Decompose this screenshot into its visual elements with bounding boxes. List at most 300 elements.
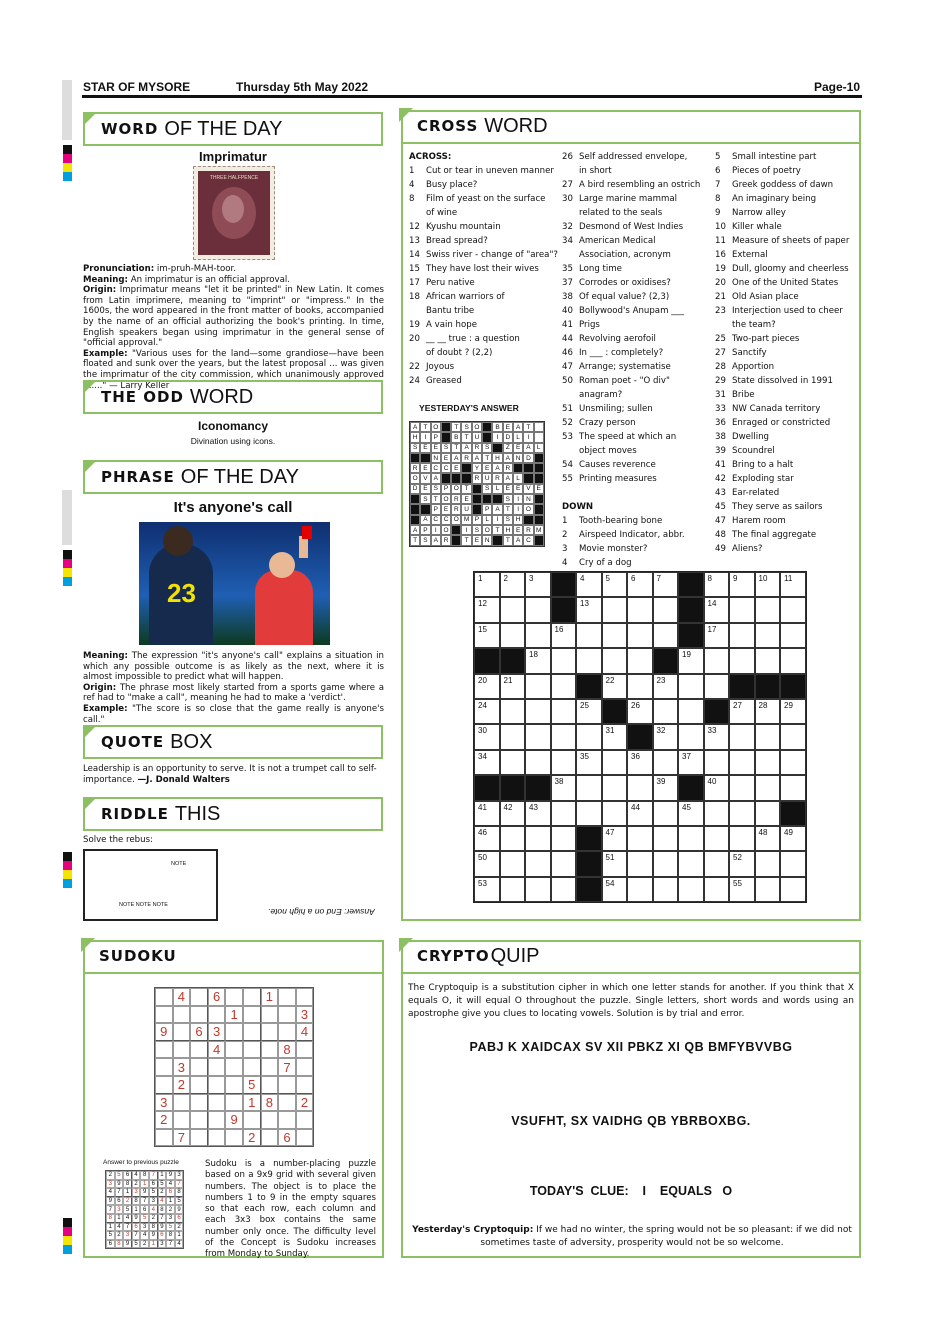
crossword-cell[interactable]: 36 (627, 750, 653, 775)
crossword-cell[interactable] (627, 826, 653, 851)
crossword-cell[interactable] (704, 801, 730, 826)
crossword-cell[interactable]: 45 (678, 801, 704, 826)
sudoku-cell[interactable] (296, 1111, 314, 1129)
sudoku-cell[interactable] (208, 1058, 226, 1076)
sudoku-cell[interactable] (243, 988, 261, 1006)
crossword-cell[interactable] (576, 724, 602, 749)
crossword-cell[interactable] (755, 801, 781, 826)
crossword-cell[interactable] (576, 648, 602, 673)
sudoku-cell[interactable] (190, 1076, 208, 1094)
crossword-cell[interactable] (525, 750, 551, 775)
crossword-cell[interactable] (755, 724, 781, 749)
crossword-cell[interactable] (780, 648, 806, 673)
crossword-cell[interactable]: 13 (576, 597, 602, 622)
prev-answer-cell: 2 (140, 1240, 149, 1249)
crossword-cell[interactable]: 29 (780, 699, 806, 724)
crossword-cell[interactable]: 46 (474, 826, 500, 851)
crossword-cell[interactable]: 35 (576, 750, 602, 775)
crossword-cell[interactable]: 25 (576, 699, 602, 724)
sudoku-cell[interactable] (190, 1129, 208, 1147)
sudoku-cell[interactable] (173, 1023, 191, 1041)
clues-column-2: 26 Self addressed envelope, in short 27 A bird resembling an ostrich 30 Large marine mammal related to the seals 32 Desmond of West Indies 34 American Medical Association, acronym 35 Long time 37 Corrodes or oxidises? 38 Of equal value? (2,3) 40 Bollywood's Anupam ___ 41 Prigs 44 Revolving aerofoil 46 In ___ : completely? 47 Arrange; systematise 50 Roman poet - "O div" anagram? 51 Unsmiling; sullen 52 Crazy person 53 The speed at which an object moves 54 Causes reverence 55 Printing measures DOWN 1 Tooth-bearing bone 2 Airspeed Indicator, abbr. 3 Movie monster? 4 Cry of a dog (562, 150, 712, 570)
crossword-cell[interactable] (602, 648, 628, 673)
crossword-cell[interactable] (780, 623, 806, 648)
crossword-grid[interactable] (473, 571, 807, 903)
sudoku-cell[interactable] (225, 1041, 243, 1059)
sudoku-cell[interactable] (208, 1076, 226, 1094)
sudoku-cell[interactable] (155, 1006, 173, 1024)
sudoku-cell[interactable] (208, 1111, 226, 1129)
answer-cell: A (492, 463, 502, 473)
crossword-cell[interactable] (780, 724, 806, 749)
crossword-cell[interactable] (704, 674, 730, 699)
answer-cell: A (513, 535, 523, 545)
answer-cell: I (431, 525, 441, 535)
sudoku-cell[interactable] (173, 1111, 191, 1129)
crossword-cell[interactable] (653, 750, 679, 775)
sudoku-cell[interactable] (296, 1041, 314, 1059)
sudoku-cell[interactable]: 5 (243, 1076, 261, 1094)
crossword-cell[interactable]: 40 (704, 775, 730, 800)
crossword-cell[interactable] (500, 750, 526, 775)
crossword-cell[interactable] (704, 648, 730, 673)
answer-cell: H (410, 432, 420, 442)
crossword-cell[interactable] (525, 623, 551, 648)
crossword-cell[interactable] (500, 623, 526, 648)
crossword-cell[interactable]: 1 (474, 572, 500, 597)
crossword-cell[interactable]: 10 (755, 572, 781, 597)
prev-answer-cell: 7 (149, 1171, 158, 1180)
crossword-block (474, 648, 500, 673)
sudoku-cell[interactable]: 3 (296, 1006, 314, 1024)
crossword-cell[interactable] (627, 674, 653, 699)
crossword-cell[interactable] (653, 826, 679, 851)
crossword-cell[interactable] (627, 597, 653, 622)
sudoku-cell[interactable] (243, 1006, 261, 1024)
answer-cell: R (503, 463, 513, 473)
crossword-cell[interactable] (755, 851, 781, 876)
answer-cell: T (523, 422, 533, 432)
crossword-cell[interactable] (627, 851, 653, 876)
clue-item: the team? (732, 320, 776, 330)
sudoku-cell[interactable] (243, 1023, 261, 1041)
crossword-cell[interactable] (602, 623, 628, 648)
sudoku-cell[interactable] (208, 1094, 226, 1112)
prev-answer-cell: 9 (132, 1214, 141, 1223)
crossword-cell[interactable]: 30 (474, 724, 500, 749)
clue-item: 21 Old Asian place (715, 292, 799, 302)
crossword-cell[interactable] (551, 724, 577, 749)
crossword-cell[interactable] (780, 775, 806, 800)
crossword-cell[interactable]: 49 (780, 826, 806, 851)
answer-cell (441, 422, 451, 432)
sudoku-cell[interactable] (278, 1023, 296, 1041)
crossword-cell[interactable] (755, 877, 781, 902)
crossword-cell[interactable] (627, 775, 653, 800)
sudoku-cell[interactable] (173, 1094, 191, 1112)
crossword-cell[interactable]: 12 (474, 597, 500, 622)
crossword-cell[interactable] (525, 851, 551, 876)
prev-answer-cell: 3 (149, 1197, 158, 1206)
prev-answer-cell: 9 (123, 1240, 132, 1249)
crossword-cell[interactable]: 15 (474, 623, 500, 648)
sudoku-cell[interactable]: 4 (173, 988, 191, 1006)
prev-answer-cell: 1 (115, 1214, 124, 1223)
crossword-cell[interactable]: 23 (653, 674, 679, 699)
sudoku-cell[interactable] (155, 988, 173, 1006)
sudoku-cell[interactable]: 2 (296, 1094, 314, 1112)
sudoku-cell[interactable] (190, 988, 208, 1006)
sudoku-cell[interactable] (208, 1129, 226, 1147)
crossword-cell[interactable]: 41 (474, 801, 500, 826)
crossword-cell[interactable]: 48 (755, 826, 781, 851)
crossword-cell[interactable] (780, 851, 806, 876)
prev-answer-cell: 8 (149, 1223, 158, 1232)
crossword-cell[interactable] (755, 775, 781, 800)
prev-answer-cell: 2 (158, 1188, 167, 1197)
answer-cell: O (410, 473, 420, 483)
crossword-cell[interactable] (576, 623, 602, 648)
crossword-cell[interactable] (704, 877, 730, 902)
crossword-cell[interactable]: 42 (500, 801, 526, 826)
crossword-cell[interactable]: 28 (755, 699, 781, 724)
crossword-cell[interactable]: 16 (551, 623, 577, 648)
answer-cell: A (410, 422, 420, 432)
sudoku-cell[interactable]: 1 (243, 1094, 261, 1112)
answer-cell: P (431, 504, 441, 514)
answer-cell: S (482, 443, 492, 453)
prev-answer-cell: 9 (149, 1231, 158, 1240)
sudoku-cell[interactable] (190, 1111, 208, 1129)
crossword-cell[interactable]: 50 (474, 851, 500, 876)
answer-cell: E (513, 525, 523, 535)
odd-word-heading: THE ODD WORD (83, 380, 383, 414)
crossword-cell[interactable]: 11 (780, 572, 806, 597)
crossword-cell[interactable]: 21 (500, 674, 526, 699)
sudoku-cell[interactable]: 6 (190, 1023, 208, 1041)
sudoku-cell[interactable] (225, 1076, 243, 1094)
crossword-cell[interactable] (755, 597, 781, 622)
sudoku-cell[interactable] (155, 1076, 173, 1094)
clue-item: 12 Kyushu mountain (409, 222, 501, 232)
crossword-cell[interactable] (500, 699, 526, 724)
crossword-cell[interactable] (729, 648, 755, 673)
crossword-cell[interactable] (678, 877, 704, 902)
sudoku-cell[interactable] (155, 1129, 173, 1147)
crossword-cell[interactable] (678, 826, 704, 851)
clue-item: 22 Joyous (409, 362, 455, 372)
answer-cell: C (431, 515, 441, 525)
sudoku-cell[interactable]: 1 (261, 988, 279, 1006)
crossword-cell[interactable] (678, 699, 704, 724)
margin-bar-middle (62, 490, 72, 545)
sudoku-cell[interactable] (296, 1129, 314, 1147)
crossword-cell[interactable]: 55 (729, 877, 755, 902)
crossword-cell[interactable] (729, 724, 755, 749)
crossword-cell[interactable] (602, 597, 628, 622)
clue-item: 55 Printing measures (562, 474, 657, 484)
answer-cell: T (503, 535, 513, 545)
prev-answer-cell: 2 (132, 1180, 141, 1189)
sudoku-cell[interactable] (173, 1041, 191, 1059)
sudoku-cell[interactable]: 3 (155, 1094, 173, 1112)
sudoku-cell[interactable] (225, 1094, 243, 1112)
prev-answer-cell: 7 (140, 1197, 149, 1206)
crossword-cell[interactable] (551, 851, 577, 876)
odd-word-title: Iconomancy (197, 419, 269, 433)
crossword-cell[interactable] (729, 597, 755, 622)
crossword-cell[interactable] (653, 801, 679, 826)
sudoku-cell[interactable] (278, 1111, 296, 1129)
sudoku-cell[interactable] (190, 1094, 208, 1112)
sudoku-cell[interactable]: 3 (208, 1023, 226, 1041)
sudoku-cell[interactable] (243, 1058, 261, 1076)
sudoku-cell[interactable]: 4 (296, 1023, 314, 1041)
crossword-cell[interactable] (551, 801, 577, 826)
clue-item: 9 Narrow alley (715, 208, 786, 218)
sudoku-cell[interactable] (225, 1058, 243, 1076)
crossword-cell[interactable] (525, 674, 551, 699)
crossword-cell[interactable]: 54 (602, 877, 628, 902)
sudoku-cell[interactable]: 8 (261, 1094, 279, 1112)
sudoku-cell[interactable] (296, 1058, 314, 1076)
crossword-cell[interactable] (500, 597, 526, 622)
answer-cell: L (482, 515, 492, 525)
answer-cell: R (441, 535, 451, 545)
sudoku-cell[interactable] (243, 1041, 261, 1059)
crossword-cell[interactable]: 51 (602, 851, 628, 876)
clues-column-1: ACROSS: 1 Cut or tear in uneven manner 4 Busy place? 8 Film of yeast on the surface of wine 12 Kyushu mountain 13 Bread spread? 14 Swiss river - change of "area"? 15 They have lost their wives 17 Peru native 18 African warriors of Bantu tribe 19 A vain hope 20 __ __ true : a question of doubt ? (2,2) 22 Joyous 24 Greased (409, 152, 558, 386)
answer-cell: R (523, 525, 533, 535)
sudoku-cell[interactable]: 1 (225, 1006, 243, 1024)
crossword-cell[interactable] (576, 775, 602, 800)
crossword-cell[interactable] (780, 877, 806, 902)
crossword-cell[interactable] (551, 674, 577, 699)
crossword-cell[interactable]: 38 (551, 775, 577, 800)
crossword-cell[interactable] (551, 699, 577, 724)
crossword-cell[interactable] (780, 597, 806, 622)
crossword-cell[interactable]: 24 (474, 699, 500, 724)
rebus-note-top: NOTE (171, 861, 187, 867)
prev-answer-cell: 1 (149, 1240, 158, 1249)
crossword-cell[interactable] (729, 750, 755, 775)
crossword-cell[interactable] (755, 623, 781, 648)
sudoku-cell[interactable]: 2 (173, 1076, 191, 1094)
crossword-cell[interactable] (678, 724, 704, 749)
crossword-cell[interactable]: 17 (704, 623, 730, 648)
clue-item: 53 The speed at which an (562, 432, 677, 442)
crossword-cell[interactable] (525, 724, 551, 749)
answer-cell: U (472, 432, 482, 442)
prev-answer-cell: 3 (166, 1214, 175, 1223)
crossword-cell[interactable] (500, 877, 526, 902)
prev-answer-cell: 6 (106, 1240, 115, 1249)
sudoku-cell[interactable]: 8 (278, 1041, 296, 1059)
crossword-cell[interactable]: 2 (500, 572, 526, 597)
crossword-cell[interactable] (551, 877, 577, 902)
crossword-cell[interactable]: 39 (653, 775, 679, 800)
crossword-cell[interactable] (525, 826, 551, 851)
crossword-cell[interactable]: 18 (525, 648, 551, 673)
crossword-cell[interactable] (653, 851, 679, 876)
crossword-cell[interactable] (525, 699, 551, 724)
sudoku-cell[interactable] (190, 1058, 208, 1076)
sudoku-cell[interactable] (261, 1006, 279, 1024)
crossword-cell[interactable] (627, 877, 653, 902)
clue-item: 27 A bird resembling an ostrich (562, 180, 701, 190)
crossword-cell[interactable] (551, 826, 577, 851)
prev-answer-cell: 8 (166, 1231, 175, 1240)
crossword-cell[interactable]: 33 (704, 724, 730, 749)
answer-cell: T (431, 494, 441, 504)
sudoku-cell[interactable] (261, 1023, 279, 1041)
sudoku-cell[interactable] (225, 988, 243, 1006)
sudoku-cell[interactable] (190, 1006, 208, 1024)
crossword-cell[interactable]: 9 (729, 572, 755, 597)
answer-cell: C (523, 535, 533, 545)
crossword-cell[interactable] (602, 775, 628, 800)
sudoku-cell[interactable] (225, 1023, 243, 1041)
crossword-cell[interactable]: 4 (576, 572, 602, 597)
crossword-cell[interactable] (653, 699, 679, 724)
crossword-cell[interactable] (653, 623, 679, 648)
prev-answer-cell: 7 (115, 1188, 124, 1197)
crossword-cell[interactable] (704, 750, 730, 775)
sudoku-cell[interactable]: 9 (155, 1023, 173, 1041)
prev-answer-cell: 5 (166, 1223, 175, 1232)
crossword-cell[interactable]: 20 (474, 674, 500, 699)
clue-item: 8 Film of yeast on the surface (409, 194, 546, 204)
sudoku-cell[interactable] (278, 988, 296, 1006)
crossword-cell[interactable]: 27 (729, 699, 755, 724)
crossword-cell[interactable] (755, 648, 781, 673)
sudoku-cell[interactable]: 3 (173, 1058, 191, 1076)
crossword-cell[interactable] (500, 826, 526, 851)
crossword-cell[interactable] (525, 877, 551, 902)
sudoku-cell[interactable] (208, 1006, 226, 1024)
answer-cell: D (410, 484, 420, 494)
sudoku-cell[interactable] (155, 1041, 173, 1059)
crossword-cell[interactable] (551, 648, 577, 673)
sudoku-cell[interactable] (278, 1094, 296, 1112)
answer-cell: E (420, 463, 430, 473)
sudoku-cell[interactable] (261, 1129, 279, 1147)
answer-cell: H (492, 453, 502, 463)
crossword-cell[interactable]: 53 (474, 877, 500, 902)
sudoku-cell[interactable] (173, 1006, 191, 1024)
crossword-cell[interactable]: 3 (525, 572, 551, 597)
answer-cell (482, 422, 492, 432)
crossword-cell[interactable]: 5 (602, 572, 628, 597)
answer-cell: A (513, 422, 523, 432)
crossword-cell[interactable]: 7 (653, 572, 679, 597)
crossword-cell[interactable]: 47 (602, 826, 628, 851)
sudoku-cell[interactable] (278, 1076, 296, 1094)
crossword-cell[interactable] (678, 851, 704, 876)
prev-answer-cell: 7 (123, 1223, 132, 1232)
crossword-cell[interactable]: 26 (627, 699, 653, 724)
color-registration-lower (63, 852, 72, 888)
sudoku-cell[interactable]: 6 (208, 988, 226, 1006)
crossword-cell[interactable] (653, 877, 679, 902)
crossword-cell[interactable]: 52 (729, 851, 755, 876)
crossword-block (602, 699, 628, 724)
answer-cell: S (420, 535, 430, 545)
sudoku-cell[interactable] (190, 1041, 208, 1059)
crossword-cell[interactable] (729, 623, 755, 648)
crossword-cell[interactable] (627, 648, 653, 673)
crossword-cell[interactable] (627, 623, 653, 648)
crossword-cell[interactable] (678, 674, 704, 699)
sudoku-cell[interactable] (155, 1058, 173, 1076)
answer-cell (534, 422, 544, 432)
crossword-cell[interactable] (704, 826, 730, 851)
crossword-cell[interactable] (729, 801, 755, 826)
crossword-cell[interactable]: 37 (678, 750, 704, 775)
sudoku-grid[interactable] (154, 987, 314, 1147)
sudoku-cell[interactable]: 7 (278, 1058, 296, 1076)
crossword-cell[interactable]: 19 (678, 648, 704, 673)
sudoku-cell[interactable] (261, 1076, 279, 1094)
crossword-cell[interactable] (729, 826, 755, 851)
clue-item: 4 Busy place? (409, 180, 478, 190)
crossword-cell[interactable] (576, 801, 602, 826)
rebus-box (83, 849, 218, 921)
sudoku-cell[interactable]: 6 (278, 1129, 296, 1147)
crossword-cell[interactable]: 32 (653, 724, 679, 749)
sudoku-cell[interactable] (278, 1006, 296, 1024)
sudoku-cell[interactable] (225, 1129, 243, 1147)
crossword-cell[interactable]: 6 (627, 572, 653, 597)
answer-cell: H (513, 515, 523, 525)
answer-cell (451, 535, 461, 545)
answer-cell: E (482, 463, 492, 473)
crossword-cell[interactable]: 31 (602, 724, 628, 749)
crossword-cell[interactable] (551, 750, 577, 775)
sudoku-cell[interactable]: 7 (173, 1129, 191, 1147)
sudoku-cell[interactable] (261, 1111, 279, 1129)
crossword-cell[interactable] (729, 775, 755, 800)
sudoku-cell[interactable] (261, 1041, 279, 1059)
sudoku-cell[interactable] (296, 1076, 314, 1094)
crossword-cell[interactable] (602, 750, 628, 775)
sudoku-cell[interactable]: 4 (208, 1041, 226, 1059)
crossword-cell[interactable] (525, 597, 551, 622)
crossword-cell[interactable]: 8 (704, 572, 730, 597)
crossword-cell[interactable]: 22 (602, 674, 628, 699)
crossword-cell[interactable]: 34 (474, 750, 500, 775)
sudoku-cell[interactable]: 2 (155, 1111, 173, 1129)
crossword-cell[interactable] (500, 724, 526, 749)
crossword-cell[interactable] (500, 851, 526, 876)
crossword-cell[interactable] (653, 597, 679, 622)
yesterday-answer-label: YESTERDAY'S ANSWER (419, 403, 519, 413)
crossword-cell[interactable]: 14 (704, 597, 730, 622)
sudoku-cell[interactable] (261, 1058, 279, 1076)
answer-cell: M (461, 515, 471, 525)
sudoku-cell[interactable]: 9 (225, 1111, 243, 1129)
crossword-cell[interactable] (704, 851, 730, 876)
crossword-cell[interactable]: 43 (525, 801, 551, 826)
crossword-cell[interactable] (755, 750, 781, 775)
crossword-cell[interactable]: 44 (627, 801, 653, 826)
sudoku-cell[interactable]: 2 (243, 1129, 261, 1147)
crossword-cell[interactable] (780, 750, 806, 775)
sudoku-cell[interactable] (243, 1111, 261, 1129)
answer-cell: R (492, 473, 502, 483)
crossword-cell[interactable] (602, 801, 628, 826)
sudoku-cell[interactable] (296, 988, 314, 1006)
